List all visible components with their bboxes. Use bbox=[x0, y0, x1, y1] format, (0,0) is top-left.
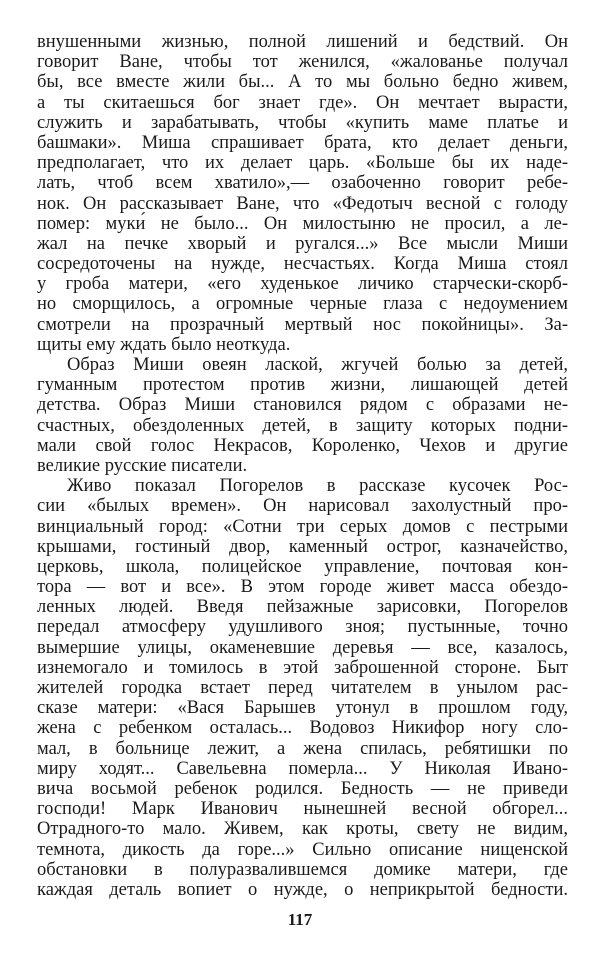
text-line: сосредоточены на нужде, несчастьях. Когда Миша стоял bbox=[37, 254, 568, 275]
text-line: Живо показал Погорелов в рассказе кусочек Рос- bbox=[67, 476, 568, 497]
text-line: Отрадного-то мало. Живем, как кроты, свету не видим, bbox=[37, 819, 568, 840]
text-line: каждая деталь вопиет о нужде, о неприкрытой бедности. bbox=[37, 879, 568, 900]
text-line: предполагает, что их делает царь. «Больше бы их наде- bbox=[37, 153, 568, 174]
page-number: 117 bbox=[287, 910, 313, 929]
text-line: говорит Ване, чтобы тот женился, «жалованье получал bbox=[37, 52, 568, 73]
text-line: детства. Образ Миши становился рядом с образами не- bbox=[37, 395, 568, 416]
text-line: Образ Миши овеян лаской, жгучей болью за детей, bbox=[67, 355, 568, 375]
text-line: щиты ему ждать было неоткуда. bbox=[37, 334, 291, 355]
text-line: помер: муки́ не было... Он милостыню не просил, а ле- bbox=[37, 213, 568, 234]
text-line: смотрели на прозрачный мертвый нос покойницы». За- bbox=[37, 314, 568, 335]
text-line: вымершие улицы, окаменевшие деревья — все, казалось, bbox=[37, 637, 568, 658]
text-line: сказе матери: «Вася Барышев утонул в прошлом году, bbox=[37, 698, 568, 719]
text-line: передал атмосферу удушливого зноя; пустынные, точно bbox=[37, 617, 568, 638]
text-line: гуманным протестом против жизни, лишающей детей bbox=[37, 375, 568, 396]
text-line: бы, все вместе жили бы... А то мы больно бедно живем, bbox=[37, 72, 568, 93]
text-line: великие русские писатели. bbox=[37, 455, 248, 476]
text-line: обстановки в полуразвалившемся домике матери, где bbox=[37, 859, 568, 880]
text-line: жена с ребенком осталась... Водовоз Никифор ногу сло- bbox=[37, 718, 568, 739]
text-line: башмаки». Миша спрашивает брата, кто делает деньги, bbox=[37, 132, 568, 153]
text-line: тора — вот и все». В этом городе живет масса обездо- bbox=[37, 577, 568, 598]
text-line: мали свой голос Некрасов, Короленко, Чехов и другие bbox=[37, 435, 568, 456]
text-line: жал на печке хворый и ругался...» Все мысли Миши bbox=[37, 233, 568, 254]
text-line: лать, чтоб всем хватило»,— озабоченно говорит ребе- bbox=[37, 173, 568, 194]
text-line: ленных людей. Введя пейзажные зарисовки, Погорелов bbox=[37, 597, 568, 618]
text-line: а ты скитаешься бог знает где». Он мечтает вырасти, bbox=[37, 92, 568, 113]
text-line: господи! Марк Иванович нынешней весной обгорел... bbox=[37, 799, 568, 820]
paragraph bbox=[37, 355, 568, 476]
text-line: счастных, обездоленных детей, в защиту которых подни- bbox=[37, 415, 568, 436]
text-line: темнота, дикость да горе...» Сильно описание нищенской bbox=[37, 839, 568, 860]
text-line: у гроба матери, «его худенькое личико старчески-скорб- bbox=[37, 274, 568, 295]
text-line: винциальный город: «Сотни три серых домов с пестрыми bbox=[37, 516, 568, 537]
text-line: вича восьмой ребенок родился. Бедность — не приведи bbox=[37, 778, 568, 799]
text-line: крышами, гостиный двор, каменный острог, казначейство, bbox=[37, 536, 568, 557]
text-line: нок. Он рассказывает Ване, что «Федотыч весной с голоду bbox=[37, 193, 568, 214]
text-line: но сморщилось, а огромные черные глаза с недоумением bbox=[37, 294, 568, 315]
text-line: мал, в больнице лежит, а жена спилась, ребятишки по bbox=[37, 738, 568, 759]
text-line: изнемогало и томилось в этой заброшенной стороне. Быт bbox=[37, 657, 568, 678]
paragraph bbox=[37, 476, 568, 900]
paragraph bbox=[37, 32, 568, 355]
text-line: внушенными жизнью, полной лишений и бедствий. Он bbox=[37, 32, 568, 52]
text-line: церковь, школа, полицейское управление, почтовая кон- bbox=[37, 556, 568, 577]
text-line: миру ходят... Савельевна померла... У Николая Ивано- bbox=[37, 758, 568, 779]
text-line: служить и зарабатывать, чтобы «купить маме платье и bbox=[37, 112, 568, 133]
text-line: жителей городка встает перед читателем в унылом рас- bbox=[37, 678, 568, 698]
book-page-text bbox=[37, 32, 568, 900]
text-line: сии «былых времен». Он нарисовал захолустный про- bbox=[37, 496, 568, 517]
